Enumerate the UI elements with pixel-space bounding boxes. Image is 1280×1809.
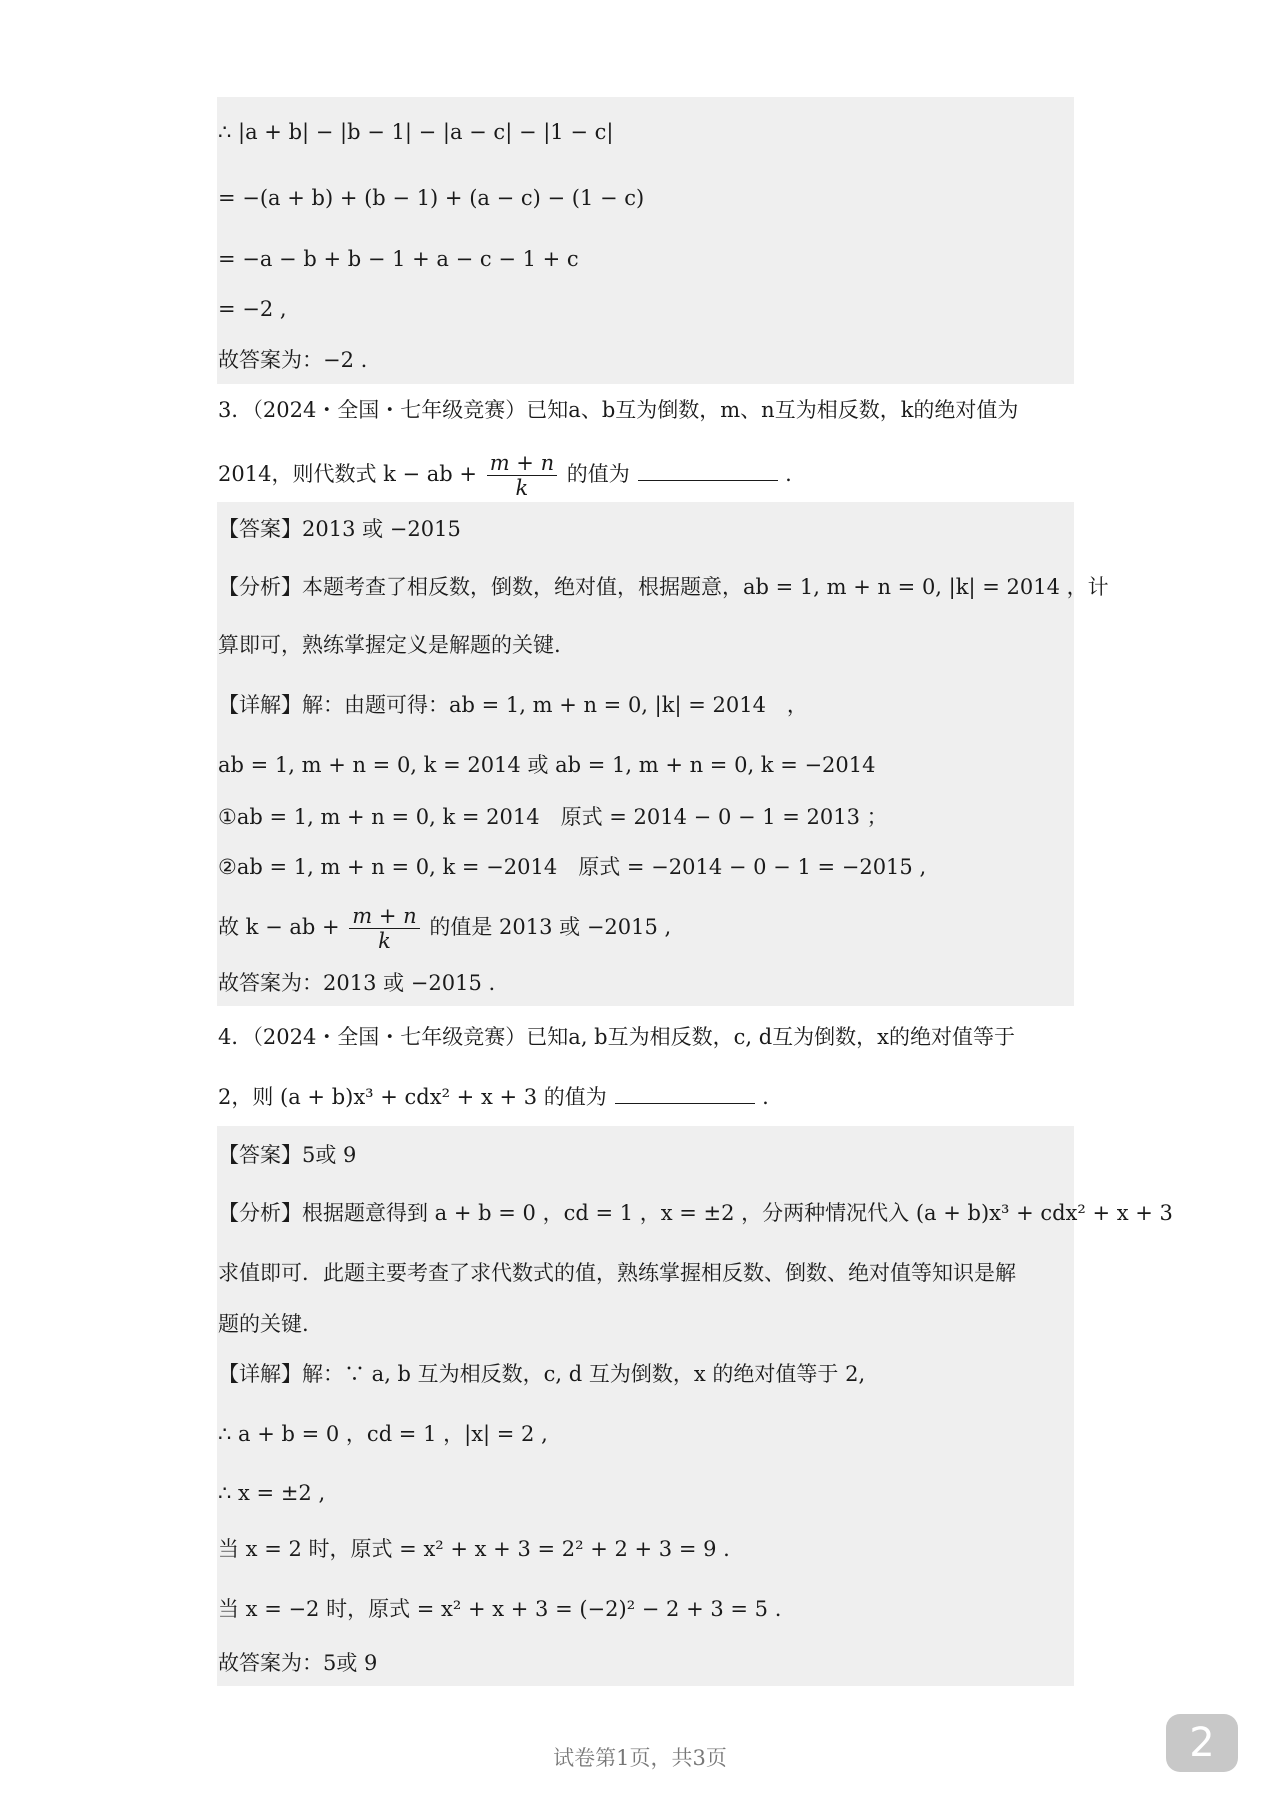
answer-blank [615, 1081, 755, 1104]
page-number-badge[interactable]: 2 [1166, 1714, 1238, 1772]
analysis-line: 题的关键. [218, 1312, 309, 1336]
fraction-denominator: k [515, 476, 529, 500]
detail-line: ab = 1, m + n = 0, k = 2014 或 ab = 1, m + n = 0, k = −2014 [218, 753, 876, 777]
analysis-line: 求值即可．此题主要考查了求代数式的值，熟练掌握相反数、倒数、绝对值等知识是解 [218, 1261, 1016, 1285]
analysis-line: 【分析】根据题意得到 a + b = 0 ，cd = 1 ，x = ±2 ，分两种情况代入 (a + b)x³ + cdx² + x + 3 [218, 1201, 1173, 1225]
fraction [487, 451, 557, 500]
question-text: 2，则 (a + b)x³ + cdx² + x + 3 的值为 [218, 1085, 607, 1109]
question-text: . [785, 462, 792, 486]
question-text: . [762, 1085, 769, 1109]
final-answer-line: 故答案为：5或 9 [218, 1651, 378, 1675]
detail-line: 当 x = −2 时，原式 = x² + x + 3 = (−2)² − 2 + 3 = 5 . [218, 1597, 782, 1621]
detail-line: 【详解】解：∵ a, b 互为相反数，c, d 互为倒数，x 的绝对值等于 2, [218, 1362, 866, 1386]
detail-line: 当 x = 2 时，原式 = x² + x + 3 = 2² + 2 + 3 = 9 . [218, 1537, 730, 1561]
fraction-numerator: m + n [487, 451, 557, 476]
final-answer-line: 故答案为：−2 . [218, 348, 368, 372]
answer-line: 【答案】5或 9 [218, 1143, 357, 1167]
detail-line [218, 900, 671, 954]
question-3-line: 3．（2024・全国・七年级竞赛）已知a、b互为倒数，m、n互为相反数，k的绝对值为 [218, 398, 1019, 422]
detail-line: ①ab = 1, m + n = 0, k = 2014 原式 = 2014 − 0 − 1 = 2013 ； [218, 805, 888, 829]
solution-line: = −(a + b) + (b − 1) + (a − c) − (1 − c) [218, 186, 645, 210]
detail-text: 故 k − ab + [218, 915, 340, 939]
detail-line: ②ab = 1, m + n = 0, k = −2014 原式 = −2014 − 0 − 1 = −2015 , [218, 855, 927, 879]
analysis-line: 【分析】本题考查了相反数，倒数，绝对值，根据题意，ab = 1, m + n = 0, |k| = 2014 ，计 [218, 575, 1109, 599]
analysis-line: 算即可，熟练掌握定义是解题的关键. [218, 633, 561, 657]
question-4-line: 4．（2024・全国・七年级竞赛）已知a, b互为相反数，c, d互为倒数，x的绝对值等于 [218, 1025, 1016, 1049]
solution-line: = −2 , [218, 297, 287, 321]
question-text: 的值为 [566, 462, 630, 486]
final-answer-line: 故答案为：2013 或 −2015 . [218, 971, 496, 995]
solution-line: = −a − b + b − 1 + a − c − 1 + c [218, 247, 579, 271]
answer-blank [638, 458, 778, 481]
question-text: 2014，则代数式 k − ab + [218, 462, 478, 486]
detail-line: ∴ a + b = 0 ，cd = 1 ，|x| = 2 , [218, 1422, 548, 1446]
detail-line: ∴ x = ±2 , [218, 1481, 326, 1505]
answer-line: 【答案】2013 或 −2015 [218, 517, 461, 541]
solution-line: ∴ |a + b| − |b − 1| − |a − c| − |1 − c| [218, 120, 614, 144]
detail-line: 【详解】解：由题可得：ab = 1, m + n = 0, |k| = 2014 ， [218, 693, 808, 717]
page-footer: 试卷第1页，共3页 [553, 1746, 727, 1770]
fraction-denominator: k [378, 929, 391, 953]
fraction [349, 904, 419, 953]
question-4-line-2 [218, 1081, 769, 1111]
detail-text: 的值是 2013 或 −2015 , [429, 915, 672, 939]
question-3-line-2 [218, 447, 792, 501]
fraction-numerator: m + n [349, 904, 419, 929]
